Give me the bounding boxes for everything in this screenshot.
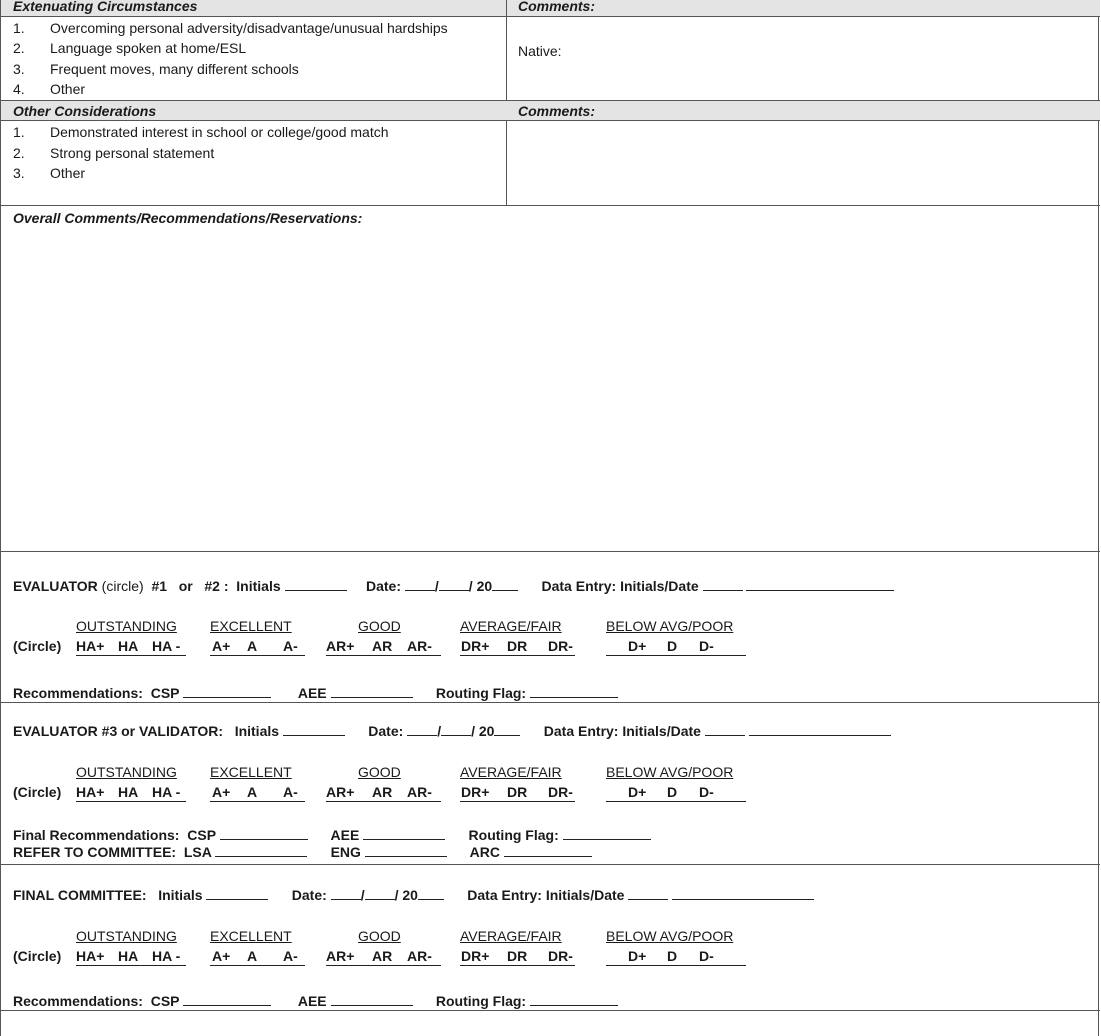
evaluator-data-entry-date[interactable] bbox=[746, 577, 894, 591]
validator-final-rec-line: Final Recommendations: CSP AEE Routing Flag: bbox=[13, 826, 651, 844]
validator-date-year[interactable] bbox=[494, 722, 520, 736]
extenuating-item-num: 3. bbox=[13, 61, 25, 77]
grade-option[interactable]: AR bbox=[372, 638, 393, 654]
extenuating-item: Other bbox=[50, 81, 86, 97]
scale-heading-below: BELOW AVG/POOR bbox=[606, 618, 734, 634]
evaluator-2-option[interactable]: #2 bbox=[204, 578, 220, 594]
grade-option[interactable]: AR- bbox=[407, 784, 432, 800]
grade-option[interactable]: DR bbox=[507, 784, 528, 800]
other-item-num: 2. bbox=[13, 145, 25, 161]
other-comments-header: Comments: bbox=[518, 103, 596, 119]
other-header: Other Considerations bbox=[13, 103, 157, 119]
grade-option[interactable]: AR+ bbox=[326, 784, 355, 800]
scale-underline bbox=[606, 655, 746, 656]
validator-aee-field[interactable] bbox=[363, 826, 445, 840]
refer-arc-field[interactable] bbox=[504, 843, 592, 857]
grade-option[interactable]: AR bbox=[372, 948, 393, 964]
evaluator-1-option[interactable]: #1 bbox=[151, 578, 168, 594]
grade-option[interactable]: AR- bbox=[407, 948, 432, 964]
grade-option[interactable]: DR+ bbox=[461, 638, 490, 654]
refer-lsa-field[interactable] bbox=[215, 843, 307, 857]
scale-underline bbox=[210, 965, 305, 966]
other-item-num: 3. bbox=[13, 165, 25, 181]
grade-option[interactable]: A- bbox=[283, 948, 298, 964]
committee-aee-field[interactable] bbox=[331, 992, 413, 1006]
committee-date-month[interactable] bbox=[331, 886, 361, 900]
grade-option[interactable]: A+ bbox=[212, 784, 231, 800]
scale-underline bbox=[326, 655, 441, 656]
committee-routing-field[interactable] bbox=[530, 992, 618, 1006]
scale-underline bbox=[76, 965, 186, 966]
evaluator-recommendations-line: Recommendations: CSP AEE Routing Flag: bbox=[13, 684, 618, 702]
other-item: Demonstrated interest in school or college/good match bbox=[50, 124, 389, 140]
grade-option[interactable]: A bbox=[247, 948, 258, 964]
evaluator-routing-field[interactable] bbox=[530, 684, 618, 698]
validator-csp-field[interactable] bbox=[220, 826, 308, 840]
scale-heading-average: AVERAGE/FAIR bbox=[460, 928, 562, 944]
committee-line: FINAL COMMITTEE: Initials Date: / / 20 Data Entry: Initials/Date bbox=[13, 886, 814, 904]
other-item: Other bbox=[50, 165, 86, 181]
scale-underline bbox=[326, 801, 441, 802]
grade-option[interactable]: D+ bbox=[628, 638, 647, 654]
scale-underline bbox=[606, 965, 746, 966]
scale-heading-excellent: EXCELLENT bbox=[210, 618, 292, 634]
scale-underline bbox=[210, 655, 305, 656]
grade-option[interactable]: DR+ bbox=[461, 948, 490, 964]
extenuating-header: Extenuating Circumstances bbox=[13, 0, 198, 14]
extenuating-item-num: 1. bbox=[13, 20, 25, 36]
other-item: Strong personal statement bbox=[50, 145, 215, 161]
grade-option[interactable]: A- bbox=[283, 784, 298, 800]
grade-option[interactable]: D- bbox=[699, 638, 714, 654]
evaluator-line: EVALUATOR (circle) #1 or #2 : Initials Date: / / 20 Data Entry: Initials/Date bbox=[13, 577, 894, 595]
scale-heading-outstanding: OUTSTANDING bbox=[76, 618, 177, 634]
grade-option[interactable]: DR+ bbox=[461, 784, 490, 800]
grade-option[interactable]: D bbox=[667, 638, 678, 654]
evaluator-initials-field[interactable] bbox=[285, 577, 347, 591]
scale-underline bbox=[326, 965, 441, 966]
circle-label: (Circle) bbox=[13, 638, 62, 654]
grade-option[interactable]: DR- bbox=[548, 948, 573, 964]
committee-csp-field[interactable] bbox=[183, 992, 271, 1006]
evaluator-date-month[interactable] bbox=[405, 577, 435, 591]
grade-option[interactable]: D bbox=[667, 784, 678, 800]
grade-option[interactable]: HA bbox=[118, 638, 139, 654]
scale-heading-excellent: EXCELLENT bbox=[210, 764, 292, 780]
grade-option[interactable]: AR- bbox=[407, 638, 432, 654]
grade-option[interactable]: D- bbox=[699, 948, 714, 964]
grade-option[interactable]: AR+ bbox=[326, 948, 355, 964]
grade-option[interactable]: A bbox=[247, 638, 258, 654]
committee-initials-field[interactable] bbox=[206, 886, 268, 900]
grade-option[interactable]: DR- bbox=[548, 638, 573, 654]
scale-heading-excellent: EXCELLENT bbox=[210, 928, 292, 944]
grade-option[interactable]: HA bbox=[118, 948, 139, 964]
scale-underline bbox=[76, 655, 186, 656]
grade-option[interactable]: A- bbox=[283, 638, 298, 654]
committee-date-year[interactable] bbox=[418, 886, 444, 900]
committee-date-day[interactable] bbox=[365, 886, 395, 900]
scale-underline bbox=[460, 655, 575, 656]
validator-data-entry-initials[interactable] bbox=[705, 722, 745, 736]
grade-option[interactable]: HA+ bbox=[76, 638, 105, 654]
validator-data-entry-date[interactable] bbox=[749, 722, 891, 736]
overall-comments-label: Overall Comments/Recommendations/Reservations: bbox=[13, 210, 363, 226]
committee-recommendations-line: Recommendations: CSP AEE Routing Flag: bbox=[13, 992, 618, 1010]
scale-underline bbox=[606, 801, 746, 802]
validator-date-month[interactable] bbox=[407, 722, 437, 736]
scale-underline bbox=[460, 801, 575, 802]
grade-option[interactable]: D+ bbox=[628, 784, 647, 800]
grade-option[interactable]: A+ bbox=[212, 638, 231, 654]
scale-heading-outstanding: OUTSTANDING bbox=[76, 764, 177, 780]
scale-heading-below: BELOW AVG/POOR bbox=[606, 764, 734, 780]
scale-underline bbox=[460, 965, 575, 966]
grade-option[interactable]: DR- bbox=[548, 784, 573, 800]
scale-heading-good: GOOD bbox=[358, 764, 401, 780]
scale-heading-good: GOOD bbox=[358, 928, 401, 944]
evaluator-date-day[interactable] bbox=[439, 577, 469, 591]
scale-heading-below: BELOW AVG/POOR bbox=[606, 928, 734, 944]
grade-option[interactable]: HA - bbox=[152, 948, 181, 964]
grade-option[interactable]: D+ bbox=[628, 948, 647, 964]
scale-underline bbox=[210, 801, 305, 802]
grade-option[interactable]: D bbox=[667, 948, 678, 964]
validator-date-day[interactable] bbox=[441, 722, 471, 736]
scale-heading-outstanding: OUTSTANDING bbox=[76, 928, 177, 944]
circle-label: (Circle) bbox=[13, 784, 62, 800]
circle-label: (Circle) bbox=[13, 948, 62, 964]
validator-line: EVALUATOR #3 or VALIDATOR: Initials Date: / / 20 Data Entry: Initials/Date bbox=[13, 722, 891, 740]
grade-option[interactable]: HA bbox=[118, 784, 139, 800]
scale-heading-average: AVERAGE/FAIR bbox=[460, 764, 562, 780]
grade-option[interactable]: A+ bbox=[212, 948, 231, 964]
extenuating-comments-header: Comments: bbox=[518, 0, 596, 14]
scale-heading-good: GOOD bbox=[358, 618, 401, 634]
committee-data-entry-date[interactable] bbox=[672, 886, 814, 900]
extenuating-item: Overcoming personal adversity/disadvantage/unusual hardships bbox=[50, 20, 448, 36]
grade-option[interactable]: AR+ bbox=[326, 638, 355, 654]
extenuating-item-num: 2. bbox=[13, 40, 25, 56]
grade-option[interactable]: D- bbox=[699, 784, 714, 800]
grade-option[interactable]: DR bbox=[507, 638, 528, 654]
evaluator-csp-field[interactable] bbox=[183, 684, 271, 698]
scale-heading-average: AVERAGE/FAIR bbox=[460, 618, 562, 634]
grade-option[interactable]: HA+ bbox=[76, 784, 105, 800]
extenuating-item: Frequent moves, many different schools bbox=[50, 61, 299, 77]
evaluator-aee-field[interactable] bbox=[331, 684, 413, 698]
extenuating-item: Language spoken at home/ESL bbox=[50, 40, 247, 56]
extenuating-comment-value[interactable]: Native: bbox=[518, 43, 562, 59]
overall-comments-area[interactable] bbox=[3, 230, 1098, 548]
evaluator-data-entry-initials[interactable] bbox=[703, 577, 743, 591]
validator-routing-field[interactable] bbox=[563, 826, 651, 840]
scale-underline bbox=[76, 801, 186, 802]
other-item-num: 1. bbox=[13, 124, 25, 140]
grade-option[interactable]: HA+ bbox=[76, 948, 105, 964]
grade-option[interactable]: HA - bbox=[152, 784, 181, 800]
grade-option[interactable]: DR bbox=[507, 948, 528, 964]
extenuating-item-num: 4. bbox=[13, 81, 25, 97]
validator-initials-field[interactable] bbox=[283, 722, 345, 736]
refer-eng-field[interactable] bbox=[365, 843, 447, 857]
evaluator-date-year[interactable] bbox=[492, 577, 518, 591]
refer-committee-line: REFER TO COMMITTEE: LSA ENG ARC bbox=[13, 843, 592, 861]
grade-option[interactable]: AR bbox=[372, 784, 393, 800]
committee-data-entry-initials[interactable] bbox=[628, 886, 668, 900]
grade-option[interactable]: A bbox=[247, 784, 258, 800]
grade-option[interactable]: HA - bbox=[152, 638, 181, 654]
